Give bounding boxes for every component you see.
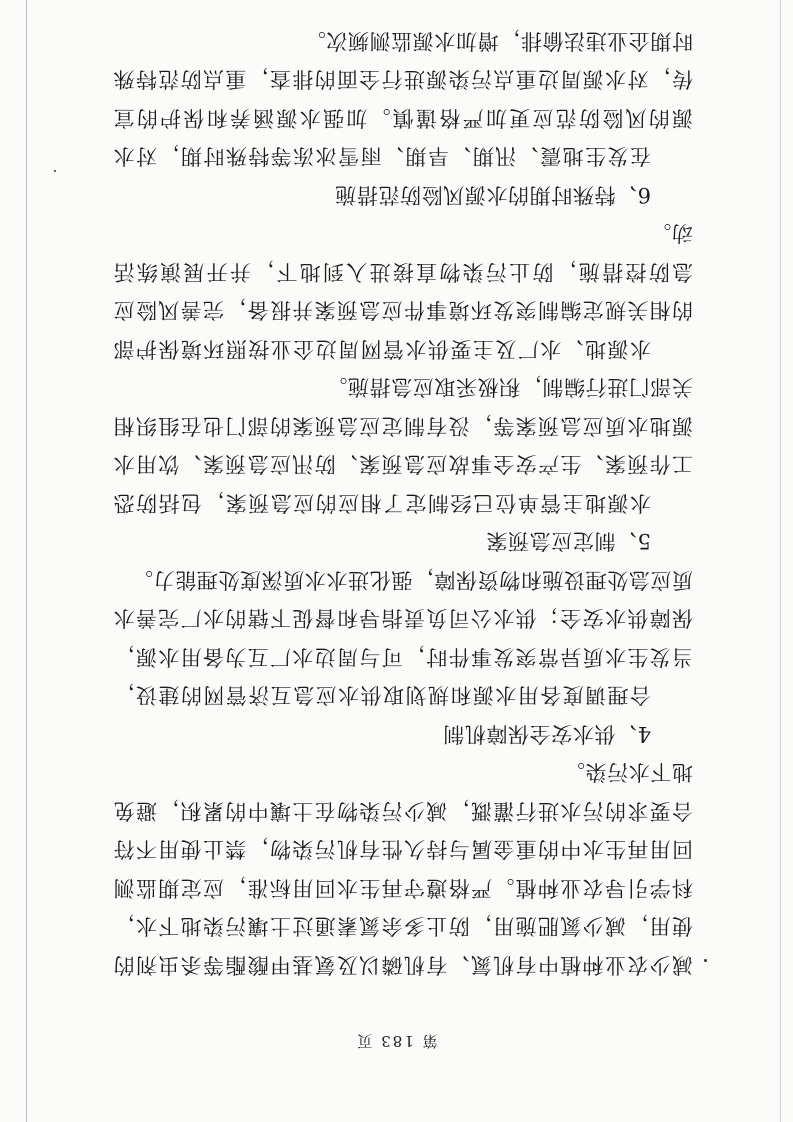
paragraph-agriculture: 减少农业种植中有机氮、有机磷以及氨基甲酸酯等杀虫剂的使用，减少氮肥施用，防止多余氮素通过土壤污染地下水，科学引导农业种植。严格遵守再生水回用标准，应定期监测回用再生水中的重金属与持久性有机污染物，禁止使用不符合要求的污水进行灌溉，减少污染物在土壤中的累积，避免地下水污染。 — [113, 760, 693, 977]
heading-special-period: 6、特殊时期的水源风险防范措施 — [334, 183, 651, 207]
paragraph-enterprise-plan: 水源地、水厂及主要供水管网周边企业按照环境保护部的相关规定编制突发环境事件应急预案并报备，完善风险应急防控措施，防止污染物直接进入到地下，并开展演练活动。 — [113, 221, 693, 361]
scan-edge-right — [26, 0, 27, 1122]
body-text — [113, 22, 693, 985]
page-number: 第 183 页 — [355, 1032, 438, 1050]
paragraph-special-period: 在发生地震、汛期、旱期、雨雪冰冻等特殊时期，对水源的风险防范应更加严格谨慎。加强水源涵养和保护的宣传，对水源周边重点污染源进行全面的排查，重点防范特殊时期企业违法偷排，增加水源监测频次。 — [113, 29, 693, 169]
scan-edge-left — [780, 0, 781, 1122]
paragraph-supply-safety: 合理调度各用水源和规划取供水应急互济管网的建设，当发生水质异常突发事件时，可与周边水厂互为备用水源，保障供水安全；供水公司负责指导和督促下辖的水厂完善水质应急处理设施和物资保障，强化进水水质深度处理能力。 — [113, 568, 693, 708]
scan-speck — [704, 959, 707, 962]
heading-emergency-plan: 5、制定应急预案 — [485, 529, 651, 554]
scan-speck — [54, 170, 56, 172]
heading-supply-safety: 4、供水安全保障机制 — [442, 722, 651, 746]
paragraph-emergency-plan: 水源地主管单位已经制定了相应的应急预案，包括防恐工作预案、生产安全事故应急预案、防汛应急预案、饮用水源地水质应急预案等，没有制定应急预案的部门也在组织相关部门进行编制，积极采取应急措施。 — [113, 375, 693, 515]
